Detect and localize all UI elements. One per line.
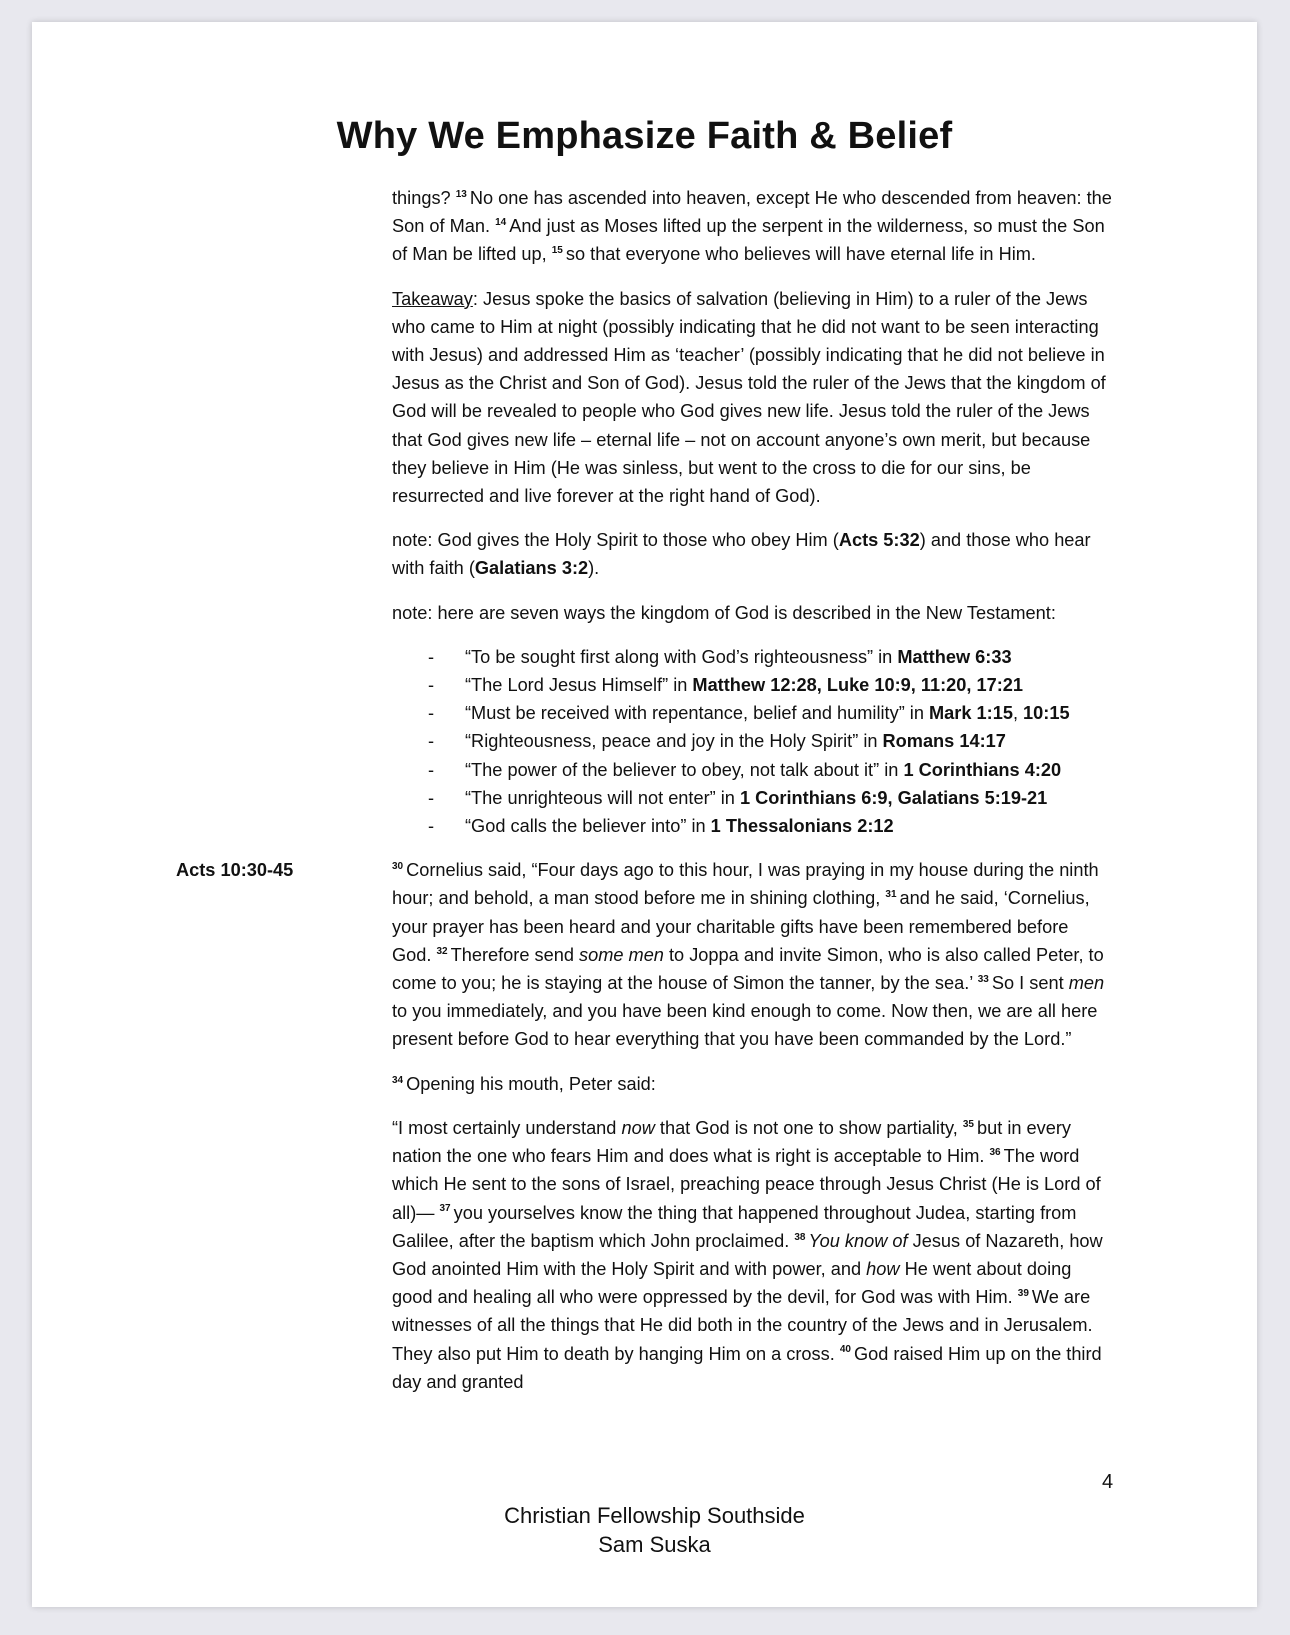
verse-number: 37 bbox=[439, 1203, 451, 1215]
acts-paragraph-3 bbox=[392, 1114, 1112, 1396]
page-title: Why We Emphasize Faith & Belief bbox=[336, 115, 953, 157]
kingdom-note: note: here are seven ways the kingdom of God is described in the New Testament: bbox=[392, 602, 1056, 623]
verse-number: 30 bbox=[392, 861, 404, 873]
list-item bbox=[392, 699, 1112, 727]
passage-text: but in every nation the one who fears Him and does what is right is acceptable to Him. bbox=[392, 1117, 1072, 1167]
passage-text: God raised Him up on the third day and granted bbox=[392, 1343, 1102, 1392]
passage-text: that God is not one to show partiality, bbox=[654, 1117, 963, 1138]
verse-number: 31 bbox=[885, 889, 897, 901]
list-item bbox=[392, 812, 1112, 840]
passage-text: you yourselves know the thing that happened throughout Judea, starting from Galilee, after the baptism which John proclaimed. bbox=[392, 1202, 1077, 1251]
note-text: note: God gives the Holy Spirit to those who obey Him ( bbox=[392, 530, 839, 551]
verse-number: 35 bbox=[962, 1118, 974, 1130]
scripture-ref: Romans 14:17 bbox=[882, 731, 1006, 752]
list-item-text: “God calls the believer into” in bbox=[465, 816, 711, 837]
list-item bbox=[392, 643, 1112, 671]
scripture-ref: 1 Thessalonians 2:12 bbox=[710, 816, 894, 837]
scripture-ref: Acts 5:32 bbox=[838, 530, 920, 551]
passage-text: We are witnesses of all the things that He did both in the country of the Jews and in Jerusalem. They also put Him to death by hanging Him on a cross. bbox=[392, 1287, 1093, 1364]
scripture-ref: Matthew 6:33 bbox=[897, 646, 1012, 667]
passage-text: The word which He sent to the sons of Israel, preaching peace through Jesus Christ (He is Lord of all)— bbox=[392, 1146, 1101, 1223]
list-item-text: “The Lord Jesus Himself” in bbox=[465, 675, 693, 696]
list-dash: - bbox=[428, 816, 435, 837]
margin-scripture-ref: Acts 10:30-45 bbox=[176, 860, 294, 881]
scripture-ref: Galatians 3:2 bbox=[474, 558, 589, 579]
footer bbox=[32, 1501, 1257, 1559]
acts-paragraph-2 bbox=[392, 1070, 1112, 1098]
list-dash: - bbox=[428, 646, 435, 667]
note-text: ) and those who hear with faith ( bbox=[392, 530, 1091, 579]
passage-text: to you immediately, and you have been kind enough to come. Now then, we are all here present before God to hear everything that you have been commanded by the Lord.” bbox=[392, 1001, 1098, 1050]
italic-text: men bbox=[1068, 973, 1105, 994]
footer-author: Sam Suska bbox=[598, 1532, 711, 1557]
passage-text: Jesus of Nazareth, how God anointed Him with the Holy Spirit and with power, and bbox=[392, 1230, 1103, 1279]
list-item-text: “Righteousness, peace and joy in the Holy Spirit” in bbox=[465, 731, 883, 752]
takeaway-paragraph bbox=[392, 285, 1112, 511]
italic-text: now bbox=[621, 1117, 655, 1138]
list-item-text: “To be sought first along with God’s righteousness” in bbox=[465, 646, 898, 667]
passage-text: So I sent bbox=[991, 973, 1069, 994]
passage-text: to Joppa and invite Simon, who is also called Peter, to come to you; he is staying at the house of Simon the tanner, by the sea.’ bbox=[392, 944, 1104, 994]
page-number: 4 bbox=[1102, 1471, 1114, 1493]
note-text: ). bbox=[588, 558, 600, 579]
john3-passage bbox=[392, 184, 1112, 269]
scripture-ref: 1 Corinthians 4:20 bbox=[903, 759, 1062, 780]
kingdom-list bbox=[392, 643, 1112, 840]
passage-text: Therefore send bbox=[450, 944, 580, 965]
passage-text: He went about doing good and healing all who were oppressed by the devil, for God was with Him. bbox=[392, 1258, 1072, 1308]
passage-text: Opening his mouth, Peter said: bbox=[406, 1073, 656, 1094]
scripture-ref: 1 Corinthians 6:9, Galatians 5:19-21 bbox=[739, 787, 1048, 808]
list-item bbox=[392, 784, 1112, 812]
verse-number: 40 bbox=[839, 1344, 851, 1356]
scripture-ref: 10:15 bbox=[1023, 703, 1070, 724]
italic-text: how bbox=[866, 1258, 900, 1279]
verse-number: 15 bbox=[551, 245, 563, 257]
list-dash: - bbox=[428, 759, 435, 780]
passage-text: “I most certainly understand bbox=[392, 1117, 622, 1138]
verse-number: 39 bbox=[1017, 1288, 1029, 1300]
list-dash: - bbox=[428, 675, 435, 696]
list-item-text: “Must be received with repentance, belief and humility” in bbox=[465, 703, 930, 724]
verse-number: 13 bbox=[455, 188, 467, 200]
list-item-text: “The power of the believer to obey, not talk about it” in bbox=[465, 759, 904, 780]
list-item bbox=[392, 727, 1112, 755]
list-dash: - bbox=[428, 731, 435, 752]
list-dash: - bbox=[428, 703, 435, 724]
list-dash: - bbox=[428, 787, 435, 808]
verse-number: 36 bbox=[989, 1147, 1001, 1159]
list-item bbox=[392, 671, 1112, 699]
verse-number: 38 bbox=[794, 1231, 806, 1243]
italic-text: some men bbox=[579, 944, 664, 965]
takeaway-text: : Jesus spoke the basics of salvation (believing in Him) to a ruler of the Jews who came to Him at night (possibly indicating that he did not want to be seen interacting with Jesus) and addressed Him as ‘teacher’ (possibly indicating that he did not believe in Jesus as the Christ and Son of God). Jesus told the ruler of the Jews that the kingdom of God will be revealed to people who God gives new life. Jesus told the ruler of the Jews that God gives new life – eternal life – not on account anyone’s own merit, but because they believe in Him (He was sinless, but went to the cross to die for our sins, be resurrected and live forever at the right hand of God). bbox=[392, 288, 1106, 507]
verse-number: 33 bbox=[977, 974, 989, 986]
list-item-text: “The unrighteous will not enter” in bbox=[465, 787, 740, 808]
scripture-ref: Matthew 12:28, Luke 10:9, 11:20, 17:21 bbox=[692, 675, 1023, 696]
italic-text: You know of bbox=[808, 1230, 908, 1251]
body-column bbox=[392, 184, 1112, 1412]
list-separator: , bbox=[1012, 703, 1024, 724]
verse-number: 32 bbox=[436, 945, 448, 957]
verse-number: 14 bbox=[495, 217, 507, 229]
passage-text: things? bbox=[392, 188, 456, 208]
verse-number: 34 bbox=[392, 1074, 404, 1086]
passage-text: and he said, ‘Cornelius, your prayer has been heard and your charitable gifts have been remembered before God. bbox=[392, 888, 1090, 965]
passage-text: so that everyone who believes will have eternal life in Him. bbox=[565, 244, 1036, 265]
passage-text: No one has ascended into heaven, except He who descended from heaven: the Son of Man. bbox=[392, 188, 1112, 237]
document-page bbox=[32, 22, 1257, 1607]
passage-text: Cornelius said, “Four days ago to this hour, I was praying in my house during the ninth hour; and behold, a man stood before me in shining clothing, bbox=[392, 860, 1099, 909]
holy-spirit-note bbox=[392, 526, 1112, 582]
scripture-ref: Mark 1:15 bbox=[929, 703, 1013, 724]
list-item bbox=[392, 756, 1112, 784]
takeaway-label: Takeaway bbox=[392, 288, 473, 309]
acts-paragraph-1 bbox=[392, 856, 1112, 1053]
footer-organization: Christian Fellowship Southside bbox=[504, 1503, 805, 1528]
passage-text: And just as Moses lifted up the serpent in the wilderness, so must the Son of Man be lifted up, bbox=[392, 216, 1105, 265]
